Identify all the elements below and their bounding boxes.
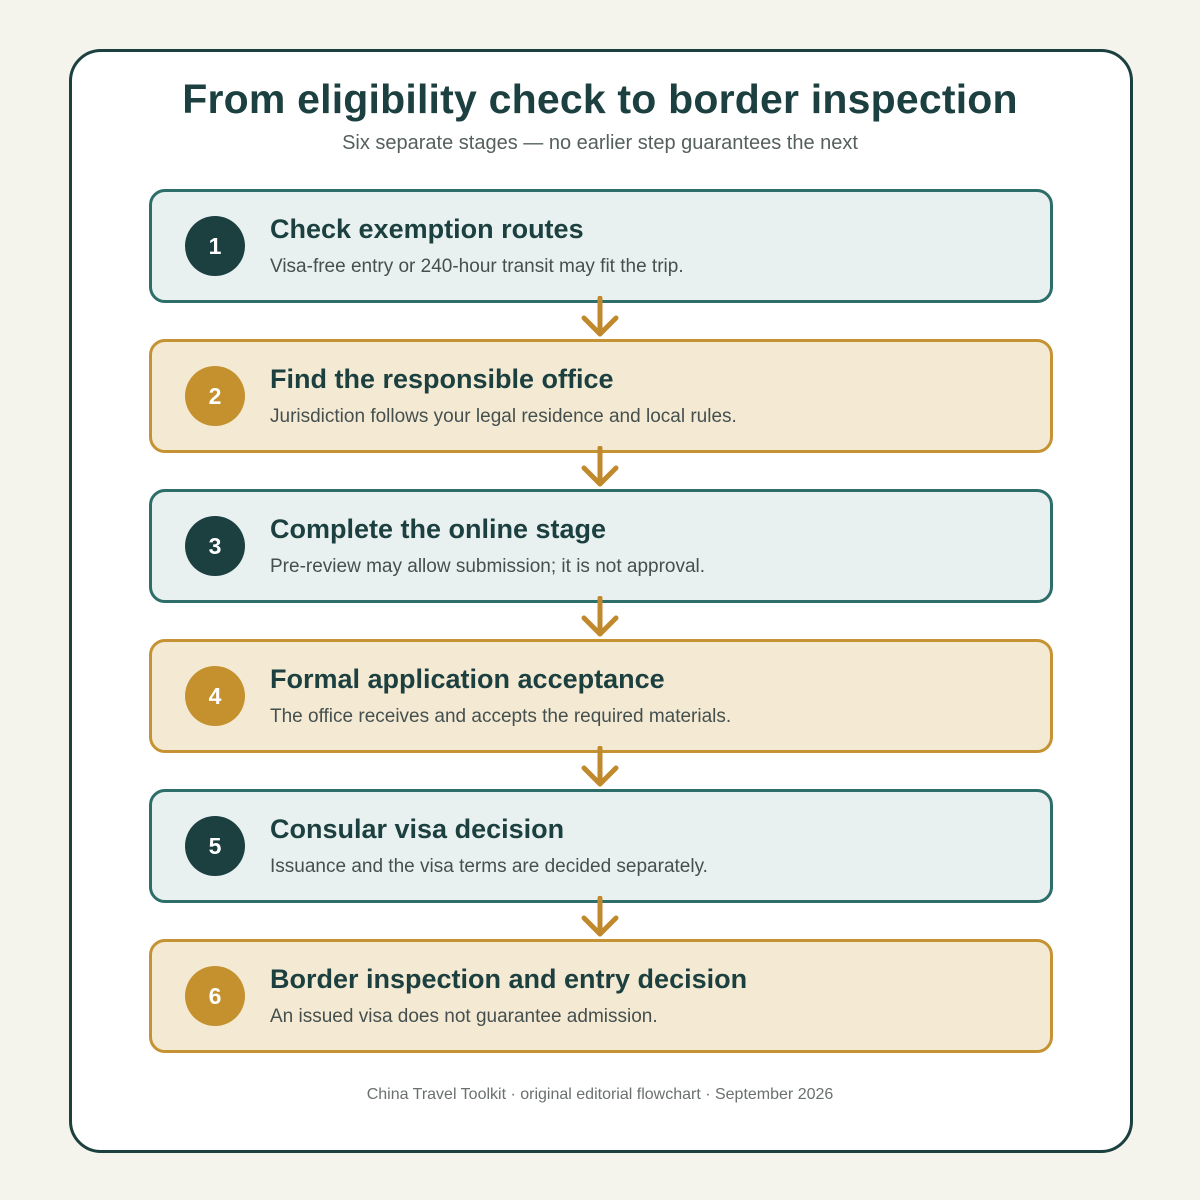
step-2-number-badge: 2 (185, 366, 245, 426)
step-3-title: Complete the online stage (270, 514, 607, 544)
step-5-box (149, 789, 1053, 903)
page-subtitle: Six separate stages — no earlier step guarantees the next (342, 132, 858, 154)
step-5-number-badge: 5 (185, 816, 245, 876)
step-1-box (149, 189, 1053, 303)
step-1-title: Check exemption routes (270, 214, 584, 244)
arrow-down-icon (580, 596, 620, 642)
arrow-down-icon (580, 746, 620, 792)
step-2-description: Jurisdiction follows your legal residence and local rules. (270, 406, 737, 427)
arrow-down-icon (580, 896, 620, 942)
page-title: From eligibility check to border inspection (182, 76, 1018, 122)
step-5-title: Consular visa decision (270, 814, 565, 844)
step-6-box (149, 939, 1053, 1053)
footer-credit: China Travel Toolkit · original editorial flowchart · September 2026 (366, 1086, 834, 1103)
step-4-title: Formal application acceptance (270, 664, 665, 694)
arrow-down-icon (580, 446, 620, 492)
arrow-down-icon (580, 296, 620, 342)
step-6-number-badge: 6 (185, 966, 245, 1026)
step-6-description: An issued visa does not guarantee admission. (270, 1006, 658, 1027)
step-3-box (149, 489, 1053, 603)
step-2-box (149, 339, 1053, 453)
step-4-description: The office receives and accepts the required materials. (270, 706, 732, 727)
step-1-number-badge: 1 (185, 216, 245, 276)
step-4-box (149, 639, 1053, 753)
step-6-title: Border inspection and entry decision (270, 964, 748, 994)
step-3-number-badge: 3 (185, 516, 245, 576)
step-4-number-badge: 4 (185, 666, 245, 726)
step-3-description: Pre-review may allow submission; it is not approval. (270, 556, 706, 577)
step-1-description: Visa-free entry or 240-hour transit may fit the trip. (270, 256, 684, 277)
step-2-title: Find the responsible office (270, 364, 614, 394)
step-5-description: Issuance and the visa terms are decided separately. (270, 856, 708, 877)
